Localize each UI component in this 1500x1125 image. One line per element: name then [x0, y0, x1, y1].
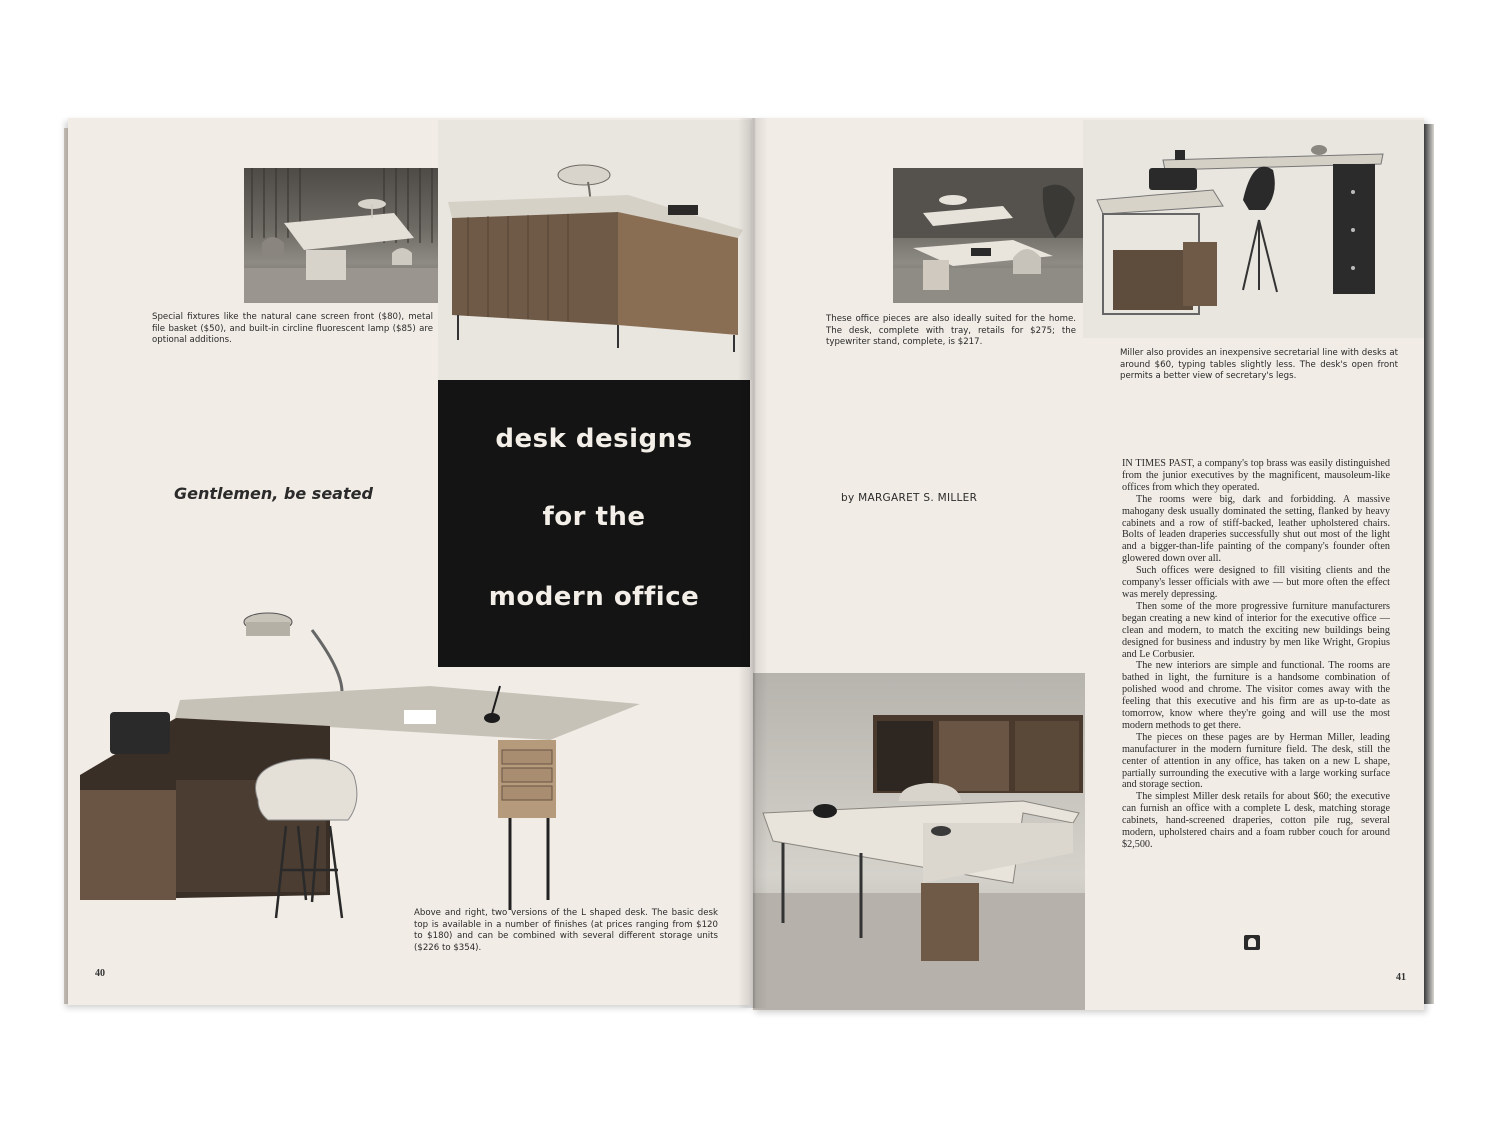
article-paragraph: The pieces on these pages are by Herman Miller, leading manufacturer in the modern furniture field. The desk, still the center of attention in any office, has taken on a new L shape, partially surrounding the executive with a large working surface and storage section.: [1122, 731, 1390, 791]
caption-l-shaped-desk: Above and right, two versions of the L shaped desk. The basic desk top is available in a number of finishes (at prices ranging from $120 to $180) and can be combined with several different storage units ($226 to $354).: [414, 908, 718, 953]
article-paragraph: Such offices were designed to fill visiting clients and the company's lesser officials with awe — but more often the effect was merely depressing.: [1122, 565, 1390, 600]
l-desk-photo-with-lamp: [438, 120, 754, 380]
page-number-left: 40: [95, 968, 105, 979]
executive-office-photo: [753, 673, 1085, 1010]
article-paragraph: The rooms were big, dark and forbidding. A massive mahogany desk usually dominated the setting, flanked by heavy cabinets and a row of stiff-backed, leather upholstered chairs. Bolts of leaden draperies successfully shut out most of the light and a bigger-than-life painting of the company's founder often glowered down over all.: [1122, 493, 1390, 565]
page-number-right: 41: [1396, 972, 1406, 983]
title-line-3: modern office: [488, 582, 700, 612]
title-line-1: desk designs: [495, 424, 693, 454]
title-line-2: for the: [542, 502, 646, 532]
l-desk-with-shell-chair-photo: [80, 600, 650, 960]
right-page-edge: [1424, 124, 1434, 1004]
caption-home-office: These office pieces are also ideally suited for the home. The desk, complete with tray, retails for $275; the typewriter stand, complete, is $217.: [826, 314, 1076, 347]
home-office-photo: [893, 168, 1083, 303]
author-byline: by MARGARET S. MILLER: [841, 492, 978, 504]
caption-optional-fixtures: Special fixtures like the natural cane screen front ($80), metal file basket ($50), and built-in circline fluorescent lamp ($85) are optional additions.: [152, 312, 433, 345]
article-paragraph: The new interiors are simple and functional. The rooms are bathed in light, the furniture is a handsome combination of polished wood and chrome. The visitor comes away with the feeling that this executive and his firm are as up-to-date as tomorrow, know where they're going and will use the most modern methods to get there.: [1122, 660, 1390, 731]
office-photo-cane-screen: [244, 168, 438, 303]
article-kicker: Gentlemen, be seated: [174, 484, 373, 503]
article-paragraph: The simplest Miller desk retails for about $60; the executive can furnish an office with a complete L desk, matching storage cabinets, hand-screened draperies, cotton pile rug, several modern, upholstered chairs and a foam rubber couch for around $2,500.: [1122, 791, 1390, 850]
secretarial-desk-photo: [1083, 120, 1424, 338]
caption-secretarial-line: Miller also provides an inexpensive secretarial line with desks at around $60, typing tables slightly less. The desk's open front permits a better view of secretary's legs.: [1120, 348, 1398, 381]
article-paragraph: IN TIMES PAST, a company's top brass was easily distinguished from the junior executives by the magnificent, mausoleum-like offices from which they operated.: [1122, 458, 1390, 493]
end-mark-rabbit-icon: [1244, 935, 1260, 950]
article-paragraph: Then some of the more progressive furniture manufacturers began creating a new kind of interior for the executive office — clean and modern, to match the exciting new buildings being designed for business and industry by men like Wright, Gropius and Le Corbusier.: [1122, 600, 1390, 660]
binding-gutter: [738, 118, 768, 1008]
article-body: [1122, 458, 1390, 851]
